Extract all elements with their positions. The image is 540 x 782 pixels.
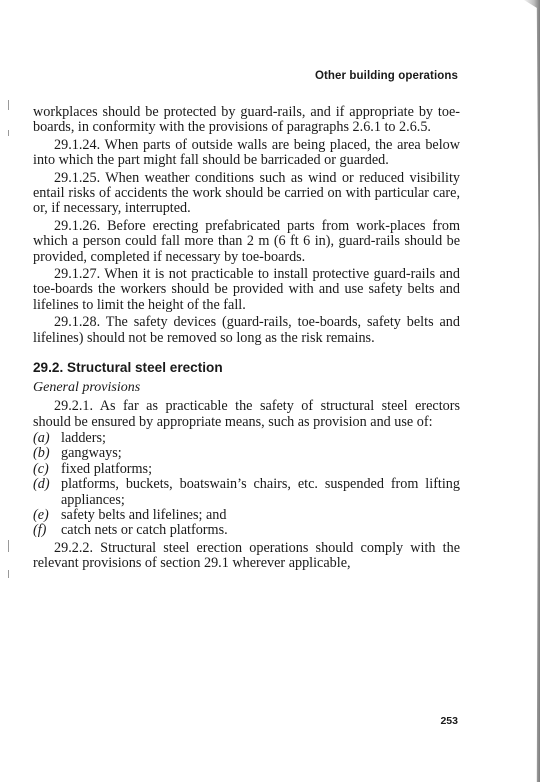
page-edge-shadow bbox=[500, 0, 540, 782]
list-item-text: ladders; bbox=[61, 429, 106, 446]
list-item-label: (d) bbox=[33, 476, 50, 493]
list-item-label: (e) bbox=[33, 506, 49, 523]
list-item-label: (f) bbox=[33, 522, 47, 539]
list-item bbox=[33, 462, 460, 477]
list-item-text: safety belts and lifelines; and bbox=[61, 506, 227, 523]
paragraph-29-1-26: 29.1.26. Before erecting prefabricated parts from work-places from which a person could fall more than 2 m (6 ft 6 in), guard-rails should be provided, completed if necessary by toe-boards. bbox=[33, 217, 460, 265]
list-item-label: (b) bbox=[33, 445, 50, 462]
list-item-text: platforms, buckets, boatswain’s chairs, etc. suspended from lifting appliances; bbox=[61, 476, 460, 508]
list-item-text: fixed platforms; bbox=[61, 460, 153, 477]
section-subheading: General provisions bbox=[33, 380, 141, 396]
binding-mark bbox=[8, 570, 9, 578]
paragraph-29-1-24: 29.1.24. When parts of outside walls are being placed, the area below into which the part might fall should be barricaded or guarded. bbox=[33, 136, 460, 169]
list-item bbox=[33, 477, 460, 508]
paragraph-29-2-1: 29.2.1. As far as practicable the safety of structural steel erectors should be ensured by appropriate means, such as provision and use of: bbox=[33, 398, 460, 430]
page-number: 253 bbox=[440, 715, 458, 727]
section-heading: 29.2. Structural steel erection bbox=[33, 360, 223, 376]
binding-mark bbox=[8, 540, 9, 552]
list-item bbox=[33, 508, 460, 523]
binding-mark bbox=[8, 100, 9, 110]
list-item bbox=[33, 446, 460, 461]
paragraph-29-2-2: 29.2.2. Structural steel erection operations should comply with the relevant provisions of section 29.1 wherever applicable, bbox=[33, 539, 460, 572]
list-item-text: catch nets or catch platforms. bbox=[61, 522, 228, 539]
paragraph-29-1-27: 29.1.27. When it is not practicable to install protective guard-rails and toe-boards the workers should be provided with and use safety belts and lifelines to limit the height of the fall. bbox=[33, 266, 460, 313]
paragraph-29-1-28: 29.1.28. The safety devices (guard-rails, toe-boards, safety belts and lifelines) should not be removed so long as the risk remains. bbox=[33, 314, 460, 346]
running-header: Other building operations bbox=[314, 70, 458, 82]
list-item-label: (c) bbox=[33, 460, 49, 477]
list-item bbox=[33, 431, 460, 446]
list-item-text: gangways; bbox=[61, 445, 122, 462]
paragraph-29-1-25: 29.1.25. When weather conditions such as wind or reduced visibility entail risks of accidents the work should be carried on with particular care, or, if necessary, interrupted. bbox=[33, 169, 460, 217]
binding-mark bbox=[8, 130, 9, 136]
body-text bbox=[33, 105, 460, 572]
paragraph: workplaces should be protected by guard-rails, and if appropriate by toe-boards, in conformity with the provisions of paragraphs 2.6.1 to 2.6.5. bbox=[33, 104, 460, 136]
list-item bbox=[33, 523, 460, 538]
list-item-label: (a) bbox=[33, 429, 50, 446]
provision-list bbox=[33, 431, 460, 539]
